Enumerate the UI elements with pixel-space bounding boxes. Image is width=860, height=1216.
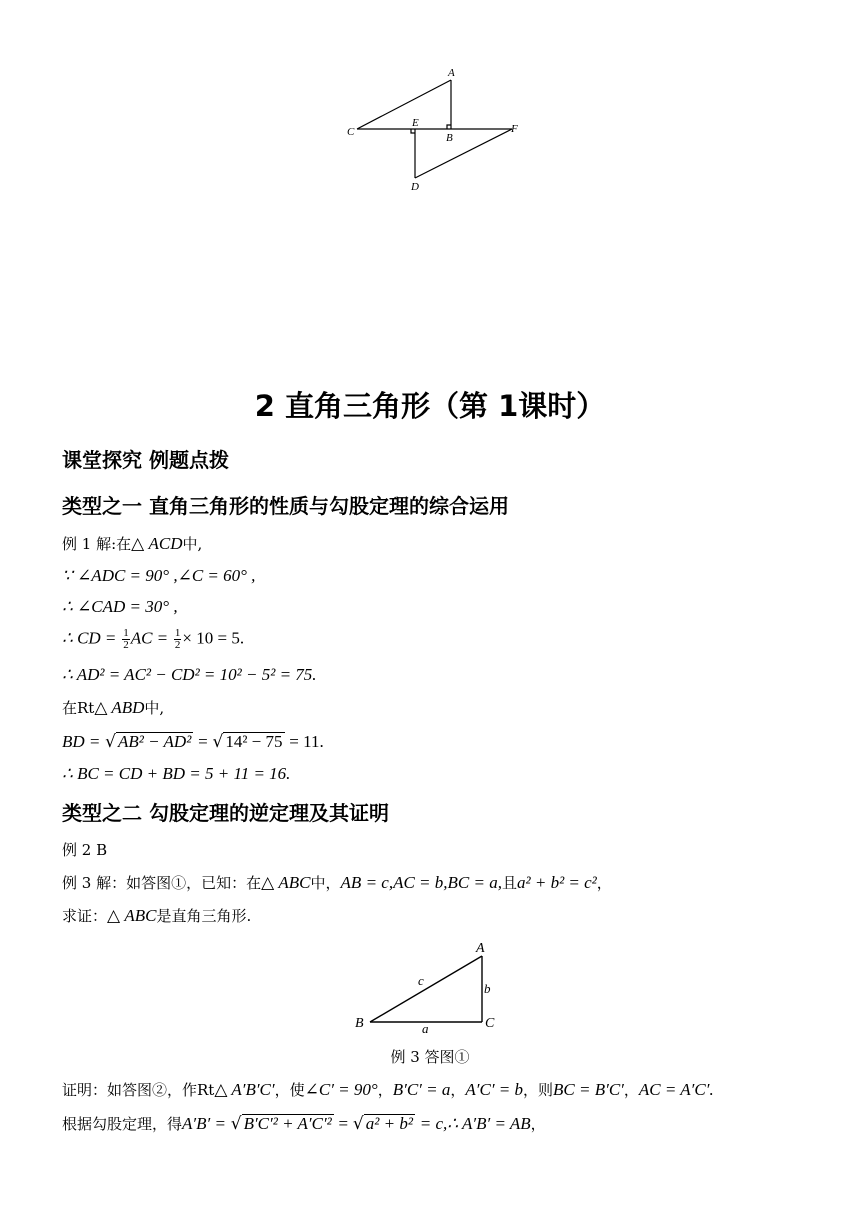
math: ∠C′ = 90° [304,1080,378,1099]
sqrt-icon: √ [352,1114,364,1134]
ex1-line-5 [62,665,317,685]
text: ， [530,1115,546,1133]
math: × 10 = 5. [182,628,245,648]
ex1-line-1 [62,534,202,554]
text: 在Rt [62,699,95,717]
proof-line-1 [62,1080,714,1100]
label-e: E [412,117,419,129]
math: = 11. [289,732,324,751]
label-side-a: a [422,1021,429,1036]
math: △ ABC [107,906,157,925]
radicand: AB² − AD² [118,732,192,751]
type2-heading: 类型之二 勾股定理的逆定理及其证明 [62,801,389,825]
ex2-answer: 例 2 B [62,841,108,859]
section-heading: 课堂探究 例题点拨 [62,448,229,472]
label-side-b: b [484,981,491,996]
ex1-line-6 [62,698,164,718]
label-a: A [448,67,455,79]
text: ，使 [274,1081,305,1099]
math: ∴ CD = [62,628,117,648]
math: = [198,732,208,751]
text: 例 1 解:在 [62,535,132,553]
fraction-half-2 [174,628,182,651]
ex1-line-7 [62,732,324,752]
radicand: B′C′² + A′C′² [243,1114,332,1133]
ex3-line-2 [62,906,251,926]
label-f: F [511,123,518,135]
math: BC = B′C′ [553,1080,624,1099]
math: ∵ ∠ADC = 90° ,∠C = 60° , [62,566,256,585]
label-c: C [485,1016,495,1031]
ex1-line-4 [62,628,244,651]
segment-df [415,129,512,178]
text: ， [377,1081,393,1099]
text: 例 3 解：如答图①，已知：在 [62,874,262,892]
label-b: B [446,132,453,144]
text: 是直角三角形. [156,907,252,925]
math: BD = [62,732,101,751]
sqrt-icon: √ [230,1114,242,1134]
frac-den: 2 [174,639,181,651]
geometry-figure-2 [350,938,510,1038]
text: 求证： [62,907,108,925]
sqrt-icon: √ [212,732,224,752]
text: 中, [182,535,203,553]
text: ， [450,1081,466,1099]
frac-num: 1 [174,627,181,639]
math: △ ACD [131,534,183,553]
label-side-c: c [418,973,424,988]
label-a: A [476,941,485,956]
segment-ca [357,80,451,129]
fraction-half [122,628,130,651]
math: a² + b² = c² [517,873,597,892]
math: A′C′ = b [465,1080,524,1099]
radicand: 14² − 75 [225,732,283,751]
label-d: D [411,181,419,193]
ex1-line-2 [62,566,255,586]
radicand: a² + b² [365,1114,413,1133]
type1-heading: 类型之一 直角三角形的性质与勾股定理的综合运用 [62,494,509,518]
math: △ ABD [94,698,145,717]
math: B′C′ = a [392,1080,451,1099]
page-title: 2 直角三角形（第 1课时） [254,389,606,423]
label-b: B [355,1016,364,1031]
ex3-line-1 [62,873,612,893]
math: AC = [130,628,169,648]
math: = c,∴ A′B′ = AB [419,1114,531,1133]
math: AC = A′C′. [638,1080,714,1099]
ex1-line-8 [62,764,290,784]
label-c: C [347,126,355,138]
text: ， [596,874,612,892]
frac-den: 2 [123,639,129,651]
sqrt-icon: √ [105,732,117,752]
text: 证明：如答图②，作Rt [62,1081,215,1099]
math: ∴ ∠CAD = 30° , [62,597,178,616]
math: A′B′ = [182,1114,226,1133]
math: ∴ BC = CD + BD = 5 + 11 = 16. [62,764,291,783]
text: ， [623,1081,639,1099]
math: ∴ AD² = AC² − CD² = 10² − 5² = 75. [62,665,317,684]
math: △ ABC [261,873,311,892]
proof-line-2 [62,1114,546,1134]
text: 根据勾股定理，得 [62,1115,183,1133]
math: △ A′B′C′ [214,1080,275,1099]
ex1-line-3 [62,597,178,617]
side-ab [370,956,482,1022]
frac-num: 1 [123,627,129,639]
math: = [338,1114,349,1133]
text: 且 [501,874,517,892]
math: AB = c,AC = b,BC = a, [340,873,502,892]
right-angle-mark-e [411,129,415,133]
text: ，则 [523,1081,554,1099]
right-angle-mark-b [447,125,451,129]
text: 中, [144,699,165,717]
text: 中， [310,874,341,892]
figure-caption: 例 3 答图① [390,1048,470,1066]
geometry-figure-1 [340,60,540,200]
